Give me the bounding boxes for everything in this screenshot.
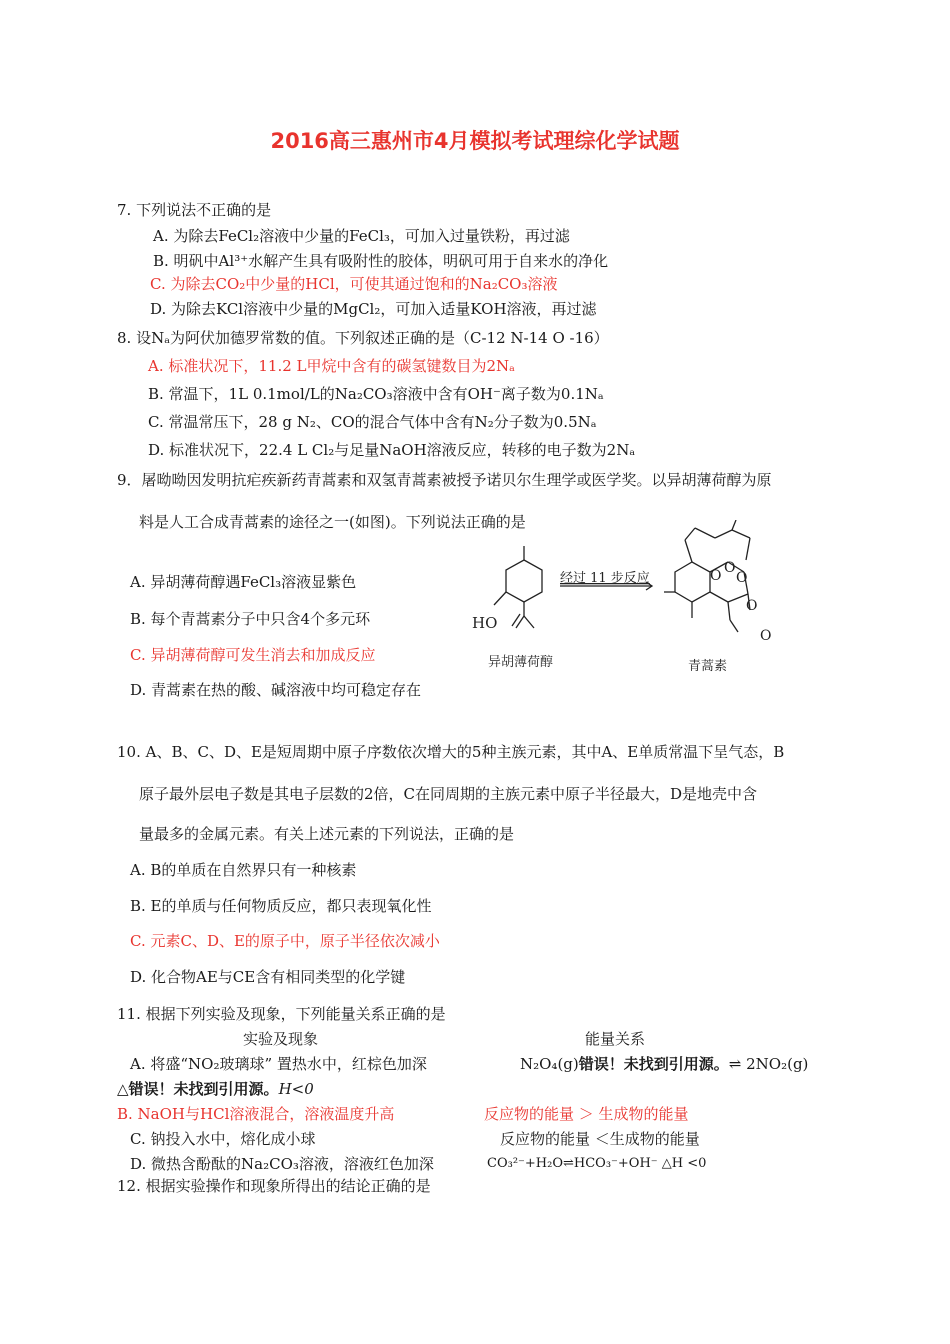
artemisinin-ring <box>675 562 710 602</box>
q11-column-experiment: 实验及现象 <box>243 1030 319 1048</box>
q9-option-b: B. 每个青蒿素分子中只含4个多元环 <box>130 610 371 628</box>
q7-option-a: A. 为除去FeCl₂溶液中少量的FeCl₃，可加入过量铁粉，再过滤 <box>153 227 570 245</box>
q7-option-c: C. 为除去CO₂中少量的HCl，可使其通过饱和的Na₂CO₃溶液 <box>150 275 558 293</box>
q7-option-b: B. 明矾中Al³⁺水解产生具有吸附性的胶体，明矾可用于自来水的净化 <box>153 252 609 270</box>
page-title: 2016高三惠州市4月模拟考试理综化学试题 <box>270 129 680 153</box>
q11-a-reactant: N₂O₄(g) <box>520 1055 579 1073</box>
isopulegol-name: 异胡薄荷醇 <box>488 655 554 670</box>
q8-option-a: A. 标准状况下，11.2 L甲烷中含有的碳氢键数目为2Nₐ <box>148 357 515 375</box>
q9-stem-line1: 9．屠呦呦因发明抗疟疾新药青蒿素和双氢青蒿素被授予诺贝尔生理学或医学奖。以异胡薄荷醇为原 <box>117 471 772 489</box>
q11-option-d-experiment: D. 微热含酚酞的Na₂CO₃溶液，溶液红色加深 <box>130 1155 434 1173</box>
q8-option-c: C. 常温常压下，28 g N₂、CO的混合气体中含有N₂分子数为0.5Nₐ <box>148 413 597 431</box>
q9-option-c: C. 异胡薄荷醇可发生消去和加成反应 <box>130 646 376 664</box>
q10-option-d: D. 化合物AE与CE含有相同类型的化学键 <box>130 968 406 986</box>
q11-stem: 11. 根据下列实验及现象，下列能量关系正确的是 <box>117 1005 446 1023</box>
q11-option-c-experiment: C. 钠投入水中，熔化成小球 <box>130 1130 316 1148</box>
q10-option-b: B. E的单质与任何物质反应，都只表现氧化性 <box>130 897 432 915</box>
oxygen-label-4: O <box>746 598 758 614</box>
oxygen-label-2: O <box>724 560 736 576</box>
q10-option-a: A. B的单质在自然界只有一种核素 <box>130 861 357 879</box>
q11-option-c-energy: 反应物的能量 ＜生成物的能量 <box>500 1130 700 1148</box>
q11-option-a-enthalpy <box>117 1079 314 1099</box>
q10-stem-line3: 量最多的金属元素。有关上述元素的下列说法，正确的是 <box>139 825 515 843</box>
q7-stem: 7. 下列说法不正确的是 <box>117 201 272 219</box>
oxygen-label-3: O <box>736 570 748 586</box>
q11-option-d-energy: CO₃²⁻+H₂O⇌HCO₃⁻+OH⁻ △H <0 <box>487 1156 707 1171</box>
q11-a-error-text-2: 错误！未找到引用源。 <box>128 1080 279 1098</box>
artemisinin-name: 青蒿素 <box>688 659 728 674</box>
q11-a-h-sign: H<0 <box>278 1080 314 1098</box>
q11-a-error-text: 错误！未找到引用源。 <box>578 1055 729 1073</box>
q10-stem-line2: 原子最外层电子数是其电子层数的2倍，C在同周期的主族元素中原子半径最大，D是地壳中含 <box>139 785 758 803</box>
q7-option-d: D. 为除去KCl溶液中少量的MgCl₂，可加入适量KOH溶液，再过滤 <box>150 300 597 318</box>
q11-column-energy: 能量关系 <box>585 1030 646 1048</box>
isopulegol-ring <box>506 560 542 602</box>
reaction-arrow-label: 经过 11 步反应 <box>560 571 650 586</box>
oxygen-label-5: O <box>760 628 772 644</box>
q10-option-c: C. 元素C、D、E的原子中，原子半径依次减小 <box>130 932 440 950</box>
q11-option-a-energy <box>520 1054 808 1074</box>
q10-stem-line1: 10. A、B、C、D、E是短周期中原子序数依次增大的5种主族元素，其中A、E单质常温下呈气态，B <box>117 743 785 761</box>
q8-stem: 8. 设Nₐ为阿伏加德罗常数的值。下列叙述正确的是（C-12 N-14 O -16） <box>117 329 609 347</box>
q11-option-a-experiment: A. 将盛“NO₂玻璃球” 置热水中，红棕色加深 <box>130 1055 427 1073</box>
q9-option-a: A. 异胡薄荷醇遇FeCl₃溶液显紫色 <box>130 573 357 591</box>
q8-option-b: B. 常温下，1L 0.1mol/L的Na₂CO₃溶液中含有OH⁻离子数为0.1Nₐ <box>148 385 604 403</box>
q11-option-b-experiment: B. NaOH与HCl溶液混合，溶液温度升高 <box>117 1105 395 1123</box>
q12-stem: 12. 根据实验操作和现象所得出的结论正确的是 <box>117 1177 431 1195</box>
q8-option-d: D. 标准状况下，22.4 L Cl₂与足量NaOH溶液反应，转移的电子数为2Nₐ <box>148 441 636 459</box>
hydroxyl-label: HO <box>472 614 498 632</box>
q9-reaction-figure <box>460 520 800 680</box>
q11-a-delta: △ <box>117 1080 129 1098</box>
q11-a-product: ⇌ 2NO₂(g) <box>728 1055 809 1073</box>
oxygen-label-1: O <box>710 568 722 584</box>
q11-option-b-energy: 反应物的能量 ＞ 生成物的能量 <box>484 1105 689 1123</box>
q9-option-d: D. 青蒿素在热的酸、碱溶液中均可稳定存在 <box>130 681 422 699</box>
q9-stem-line2: 料是人工合成青蒿素的途径之一(如图)。下列说法正确的是 <box>139 513 526 531</box>
